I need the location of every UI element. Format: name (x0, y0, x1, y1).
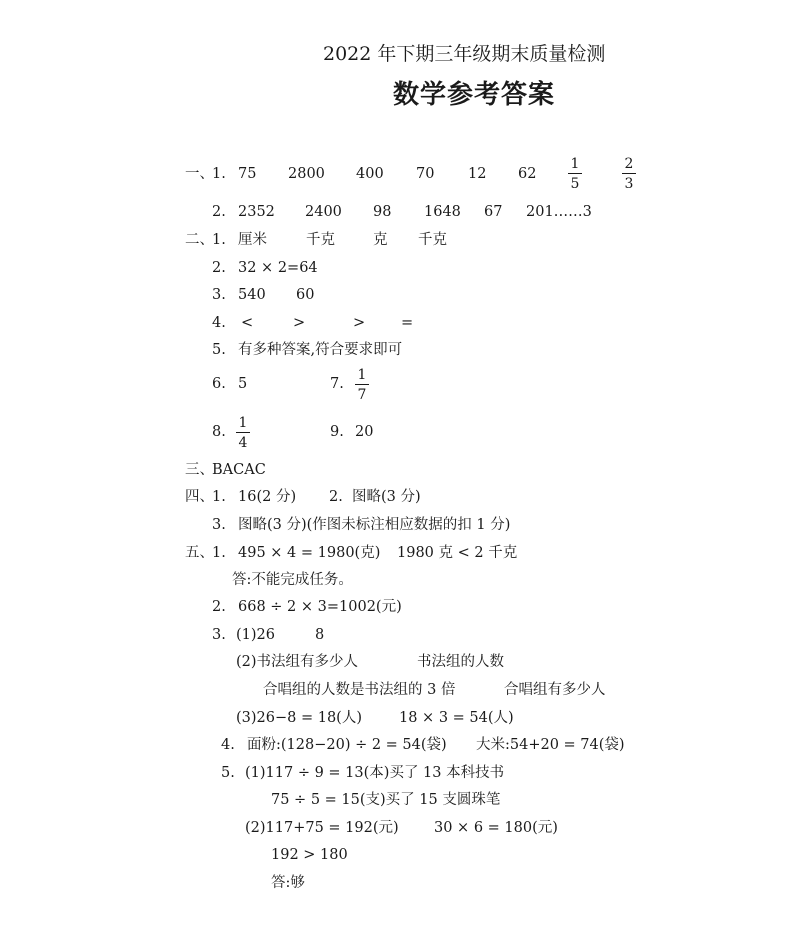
fraction-bar (355, 384, 369, 385)
s5-q4-rice: 大米:54+20 = 74(袋) (476, 737, 625, 753)
s2-q8-number: 8. (212, 424, 226, 440)
s1-q1-answer: 62 (518, 166, 537, 182)
s5-q4-number: 4. (221, 737, 235, 753)
s1-q2-answer: 98 (373, 204, 392, 220)
s1-q1-answer: 75 (238, 166, 257, 182)
s2-q1-answer: 克 (373, 232, 388, 248)
s5-q5-line: 30 × 6 = 180(元) (434, 820, 558, 836)
s2-q6-number: 6. (212, 376, 226, 392)
s2-q4-number: 4. (212, 315, 226, 331)
s2-q8-fraction (236, 416, 250, 450)
s4-q2-answer: 图略(3 分) (352, 489, 421, 505)
s5-q1-answer: 答:不能完成任务。 (232, 572, 353, 588)
s2-q3-number: 3. (212, 287, 226, 303)
s1-q2-answer: 1648 (424, 204, 461, 220)
s4-q1-number: 1. (212, 489, 226, 505)
fraction-numerator: 2 (624, 156, 634, 172)
section-4-label: 四、 (185, 489, 214, 505)
s2-q3-answer: 60 (296, 287, 315, 303)
fraction-denominator: 4 (238, 435, 248, 451)
s2-q6-answer: 5 (238, 376, 248, 392)
fraction-bar (622, 173, 636, 174)
s1-q1-answer: 12 (468, 166, 487, 182)
s1-q2-answer: 2352 (238, 204, 275, 220)
s1-q1-answer: 2800 (288, 166, 325, 182)
s4-q3-answer: 图略(3 分)(作图未标注相应数据的扣 1 分) (238, 517, 511, 533)
s5-q3-part3: (3)26−8 = 18(人) (236, 710, 362, 726)
s2-q7-fraction (355, 368, 369, 402)
s5-q3-part1: (1)26 (236, 627, 275, 643)
s1-q1-fraction (568, 157, 582, 191)
s1-q2-answer: 201……3 (526, 204, 592, 220)
s5-q3-number: 3. (212, 627, 226, 643)
s2-q4-answer: > (353, 315, 366, 331)
s4-q2-number: 2. (329, 489, 343, 505)
s2-q2-number: 2. (212, 260, 226, 276)
fraction-denominator: 5 (570, 176, 580, 192)
s4-q1-answer: 16(2 分) (238, 489, 297, 505)
fraction-denominator: 7 (357, 387, 367, 403)
s2-q9-answer: 20 (355, 424, 374, 440)
s5-q1-number: 1. (212, 545, 226, 561)
fraction-numerator: 1 (357, 367, 367, 383)
s1-q2-number: 2. (212, 204, 226, 220)
s1-q1-answer: 70 (416, 166, 435, 182)
s2-q1-answer: 厘米 (238, 232, 267, 248)
s5-q3-part2: (2)书法组有多少人 (236, 654, 359, 670)
s2-q1-number: 1. (212, 232, 226, 248)
fraction-numerator: 1 (570, 156, 580, 172)
s2-q5-number: 5. (212, 342, 226, 358)
s2-q2-answer: 32 × 2=64 (238, 260, 318, 276)
section-3-label: 三、 (185, 462, 214, 478)
s2-q4-answer: = (401, 315, 414, 331)
s1-q1-fraction (622, 157, 636, 191)
s3-answer: BACAC (212, 462, 266, 478)
s5-q3-part2: 合唱组有多少人 (504, 682, 606, 698)
s5-q2-answer: 668 ÷ 2 × 3=1002(元) (238, 599, 402, 615)
s2-q4-answer: > (293, 315, 306, 331)
s2-q4-answer: < (241, 315, 254, 331)
s5-q5-line: (1)117 ÷ 9 = 13(本)买了 13 本科技书 (245, 765, 505, 781)
s5-q4-flour: 面粉:(128−20) ÷ 2 = 54(袋) (247, 737, 447, 753)
fraction-bar (236, 432, 250, 433)
s5-q5-line: 192 > 180 (271, 847, 348, 863)
s5-q3-part3: 18 × 3 = 54(人) (399, 710, 514, 726)
s2-q9-number: 9. (330, 424, 344, 440)
section-5-label: 五、 (185, 545, 214, 561)
s4-q3-number: 3. (212, 517, 226, 533)
s5-q5-number: 5. (221, 765, 235, 781)
s1-q1-answer: 400 (356, 166, 384, 182)
s5-q3-part2: 书法组的人数 (417, 654, 504, 670)
s5-q1-calc: 495 × 4 = 1980(克) (238, 545, 381, 561)
s5-q5-line: (2)117+75 = 192(元) (245, 820, 399, 836)
s5-q3-part2: 合唱组的人数是书法组的 3 倍 (263, 682, 456, 698)
fraction-denominator: 3 (624, 176, 634, 192)
s5-q5-line: 75 ÷ 5 = 15(支)买了 15 支圆珠笔 (271, 792, 501, 808)
page-title: 数学参考答案 (393, 80, 556, 110)
s2-q5-answer: 有多种答案,符合要求即可 (238, 342, 403, 358)
section-1-label: 一、 (185, 166, 214, 182)
fraction-numerator: 1 (238, 415, 248, 431)
section-2-label: 二、 (185, 232, 214, 248)
fraction-bar (568, 173, 582, 174)
s1-q2-answer: 2400 (305, 204, 342, 220)
s2-q7-number: 7. (330, 376, 344, 392)
s1-q2-answer: 67 (484, 204, 503, 220)
exam-title: 2022 年下期三年级期末质量检测 (323, 43, 606, 65)
s2-q3-answer: 540 (238, 287, 266, 303)
s2-q1-answer: 千克 (306, 232, 335, 248)
s5-q2-number: 2. (212, 599, 226, 615)
s5-q3-part1: 8 (315, 627, 325, 643)
s5-q5-answer: 答:够 (271, 875, 305, 891)
s5-q1-compare: 1980 克 < 2 千克 (397, 545, 518, 561)
s1-q1-number: 1. (212, 166, 226, 182)
s2-q1-answer: 千克 (418, 232, 447, 248)
